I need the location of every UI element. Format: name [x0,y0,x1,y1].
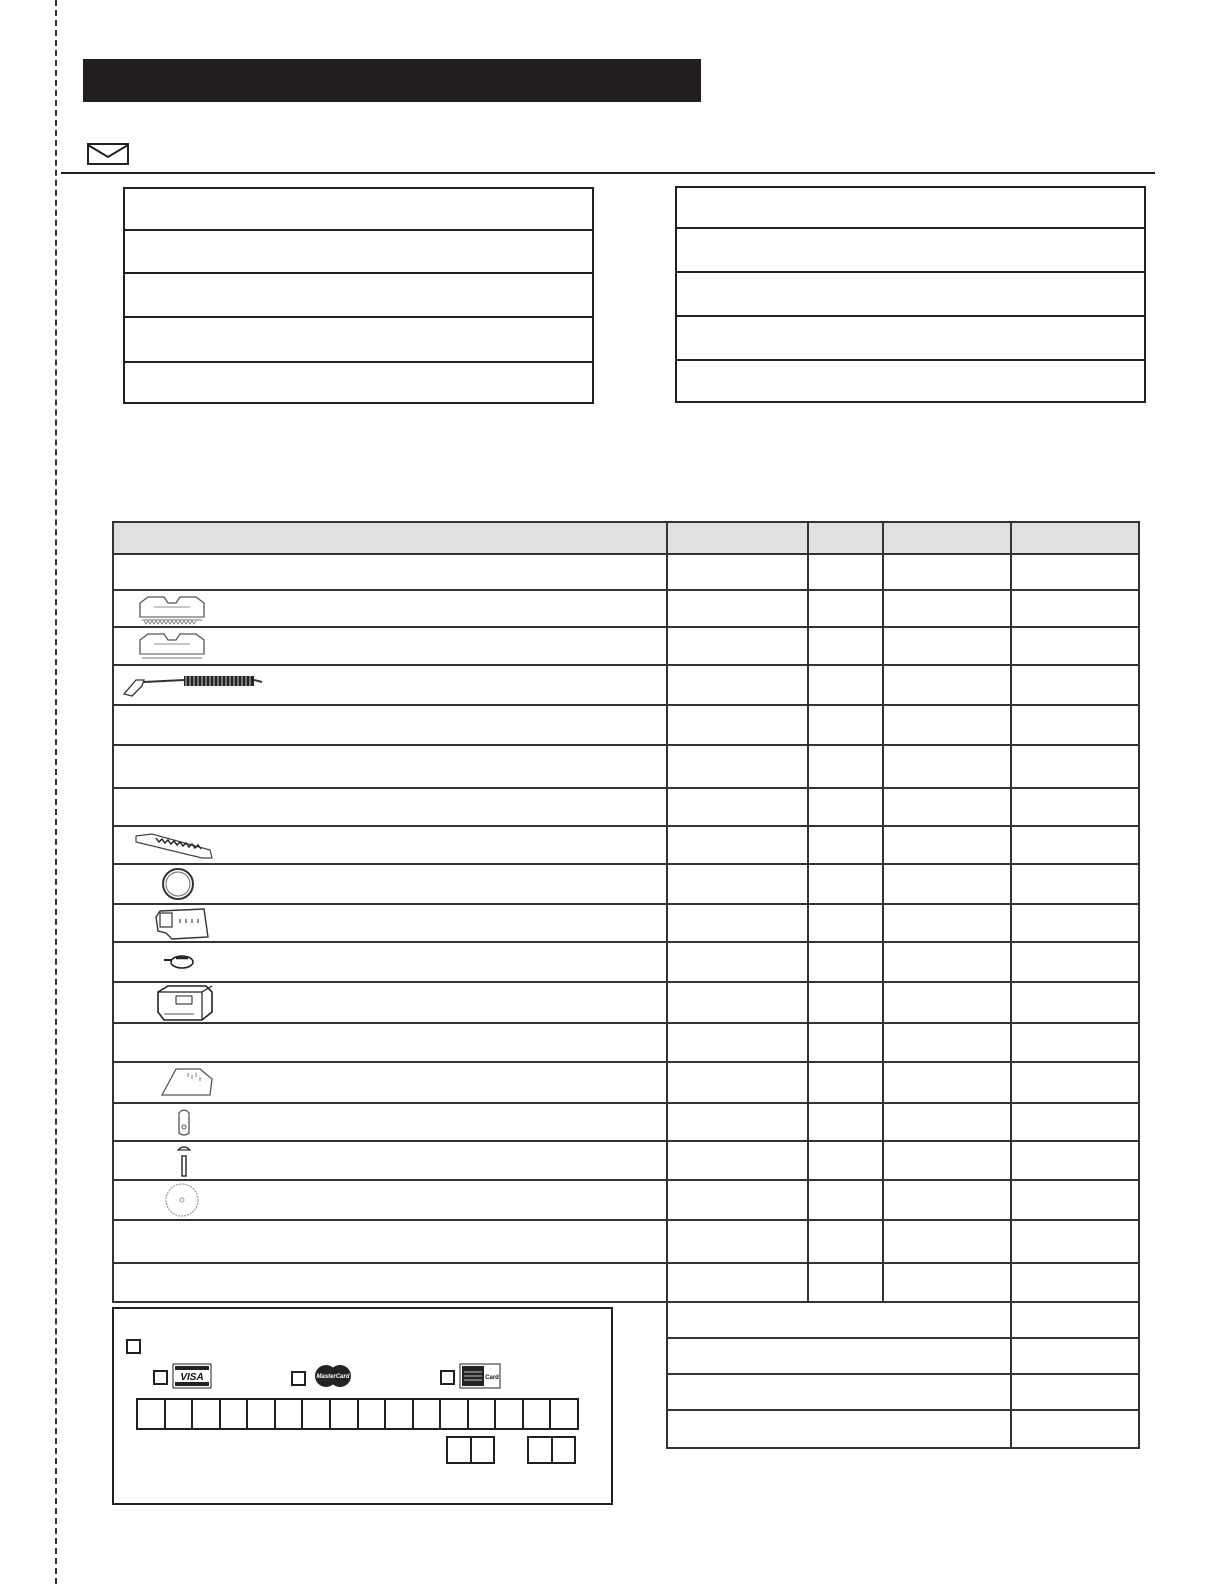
card-digit-cell[interactable] [441,1400,469,1428]
amex-checkbox[interactable] [440,1370,455,1385]
mastercard-checkbox[interactable] [291,1371,306,1386]
entry-cell[interactable] [883,665,1011,705]
form-line [125,361,592,363]
entry-cell[interactable] [808,627,883,665]
filter-icon [152,905,212,941]
form-line [677,271,1144,273]
cut-line [55,0,57,1584]
form-line [677,315,1144,317]
card-digit-cell[interactable] [193,1400,221,1428]
entry-cell[interactable] [883,705,1011,745]
header-cell-price [883,522,1011,554]
form-line [125,229,592,231]
nozzle-cover-icon [158,1065,216,1101]
table-row [113,705,1139,745]
visa-logo-icon [172,1363,212,1389]
description-cell [113,904,667,942]
description-cell [113,590,667,627]
entry-cell[interactable] [883,590,1011,627]
entry-cell[interactable] [1011,1180,1139,1220]
entry-cell[interactable] [667,1220,808,1263]
floor-nozzle-icon [134,630,210,662]
floor-nozzle-icon [134,593,210,625]
entry-cell[interactable] [1011,1103,1139,1141]
entry-cell[interactable] [883,1062,1011,1103]
description-cell [113,1220,667,1263]
entry-cell[interactable] [808,1141,883,1180]
header-cell-total [1011,522,1139,554]
table-row [113,627,1139,665]
tank-icon [154,984,216,1022]
expiry-month-field[interactable] [446,1436,495,1464]
table-row [113,1180,1139,1220]
entry-cell[interactable] [667,665,808,705]
entry-cell[interactable] [808,864,883,904]
entry-cell[interactable] [808,665,883,705]
entry-cell[interactable] [1011,1062,1139,1103]
entry-cell[interactable] [808,904,883,942]
card-digit-cell[interactable] [386,1400,414,1428]
totals-value-cell[interactable] [1011,1374,1139,1410]
entry-cell[interactable] [883,1220,1011,1263]
entry-cell[interactable] [1011,745,1139,788]
entry-cell[interactable] [667,705,808,745]
entry-cell[interactable] [1011,904,1139,942]
form-line [125,316,592,318]
table-row [113,864,1139,904]
section-divider [61,172,1155,174]
entry-cell[interactable] [883,864,1011,904]
entry-cell[interactable] [667,864,808,904]
entry-cell[interactable] [667,590,808,627]
entry-cell[interactable] [808,1263,883,1302]
table-row [113,788,1139,826]
entry-cell[interactable] [808,745,883,788]
entry-cell[interactable] [808,982,883,1023]
entry-cell[interactable] [883,904,1011,942]
svg-text:~: ~ [194,854,197,860]
entry-cell[interactable] [667,1180,808,1220]
totals-value-cell[interactable] [1011,1302,1139,1338]
entry-cell[interactable] [667,1263,808,1302]
totals-label-cell [667,1338,1011,1374]
description-cell [113,1103,667,1141]
entry-cell[interactable] [808,1062,883,1103]
totals-row [667,1302,1139,1338]
card-digit-cell[interactable] [221,1400,249,1428]
description-cell [113,1023,667,1062]
card-digit-cell[interactable] [276,1400,304,1428]
visa-checkbox[interactable] [153,1370,168,1385]
totals-label-cell [667,1374,1011,1410]
description-cell [113,665,667,705]
description-cell [113,982,667,1023]
card-digit-cell[interactable] [469,1400,497,1428]
entry-cell[interactable] [1011,665,1139,705]
table-row [113,1263,1139,1302]
entry-cell[interactable] [667,904,808,942]
entry-cell[interactable] [808,1023,883,1062]
entry-cell[interactable] [883,745,1011,788]
entry-cell[interactable] [667,982,808,1023]
belt-icon [160,867,196,901]
entry-cell[interactable] [808,1103,883,1141]
description-cell [113,1263,667,1302]
totals-label-cell [667,1410,1011,1448]
description-cell [113,826,667,864]
svg-text:MasterCard: MasterCard [316,1374,350,1380]
card-digit-cell[interactable] [496,1400,524,1428]
entry-cell[interactable] [1011,788,1139,826]
entry-cell[interactable] [667,1062,808,1103]
entry-cell[interactable] [1011,1220,1139,1263]
entry-cell[interactable] [667,1103,808,1141]
header-cell-qty [808,522,883,554]
mastercard-logo-icon [313,1364,353,1388]
title-bar [83,59,701,102]
entry-cell[interactable] [808,590,883,627]
table-row [113,1141,1139,1180]
description-cell [113,1141,667,1180]
entry-cell[interactable] [883,627,1011,665]
table-row [113,1023,1139,1062]
svg-text:VISA: VISA [180,1372,204,1383]
totals-table [666,1301,1140,1449]
entry-cell[interactable] [667,788,808,826]
entry-cell[interactable] [667,554,808,590]
description-cell [113,705,667,745]
wand-hose-icon [122,672,264,698]
entry-cell[interactable] [667,627,808,665]
card-digit-cell[interactable] [414,1400,442,1428]
form-line [677,359,1144,361]
entry-cell[interactable] [883,826,1011,864]
description-cell [113,627,667,665]
entry-cell[interactable] [883,1263,1011,1302]
card-digit-cell[interactable] [248,1400,276,1428]
description-cell [113,942,667,982]
totals-row [667,1410,1139,1448]
entry-cell[interactable] [667,826,808,864]
expiry-digit-cell[interactable] [529,1438,553,1462]
description-cell [113,1180,667,1220]
table-row [113,665,1139,705]
entry-cell[interactable] [1011,627,1139,665]
amex-logo-icon [459,1363,501,1389]
ship-to-form [123,187,594,404]
table-row [113,826,1139,864]
entry-cell[interactable] [808,1180,883,1220]
entry-cell[interactable] [808,788,883,826]
bill-to-form [675,186,1146,403]
entry-cell[interactable] [1011,1141,1139,1180]
entry-cell[interactable] [883,1180,1011,1220]
table-row [113,904,1139,942]
screw-icon [176,1144,192,1178]
card-digit-cell[interactable] [359,1400,387,1428]
entry-cell[interactable] [1011,1023,1139,1062]
entry-cell[interactable] [1011,942,1139,982]
cap-icon [162,950,196,974]
table-row [113,982,1139,1023]
entry-cell[interactable] [808,554,883,590]
expiry-digit-cell[interactable] [448,1438,472,1462]
totals-value-cell[interactable] [1011,1338,1139,1374]
entry-cell[interactable] [883,942,1011,982]
totals-row [667,1338,1139,1374]
entry-cell[interactable] [667,942,808,982]
order-table [112,521,1140,1303]
description-cell [113,1062,667,1103]
totals-label-cell [667,1302,1011,1338]
description-cell [113,788,667,826]
entry-cell[interactable] [808,1220,883,1263]
entry-cell[interactable] [808,826,883,864]
card-digit-cell[interactable] [138,1400,166,1428]
entry-cell[interactable] [1011,1263,1139,1302]
totals-value-cell[interactable] [1011,1410,1139,1448]
entry-cell[interactable] [1011,554,1139,590]
entry-cell[interactable] [883,1103,1011,1141]
entry-cell[interactable] [1011,982,1139,1023]
description-cell [113,745,667,788]
card-digit-cell[interactable] [551,1400,577,1428]
description-cell [113,864,667,904]
entry-cell[interactable] [667,1141,808,1180]
expiry-digit-cell[interactable] [472,1438,494,1462]
card-digit-cell[interactable] [524,1400,552,1428]
entry-cell[interactable] [1011,705,1139,745]
card-digit-cell[interactable] [331,1400,359,1428]
check-payment-checkbox[interactable] [126,1339,141,1354]
card-number-field[interactable] [136,1398,579,1430]
entry-cell[interactable] [883,788,1011,826]
entry-cell[interactable] [808,705,883,745]
disc-filter-icon [164,1182,200,1218]
header-cell-part-number [667,522,808,554]
totals-row [667,1374,1139,1410]
table-row [113,1103,1139,1141]
expiry-digit-cell[interactable] [553,1438,575,1462]
expiry-year-field[interactable] [527,1436,576,1464]
table-row [113,1220,1139,1263]
table-row [113,745,1139,788]
table-row [113,1062,1139,1103]
entry-cell[interactable] [883,1141,1011,1180]
svg-text:Card: Card [485,1375,499,1381]
description-cell [113,554,667,590]
entry-cell[interactable] [883,982,1011,1023]
entry-cell[interactable] [883,554,1011,590]
entry-cell[interactable] [667,1023,808,1062]
table-row [113,942,1139,982]
entry-cell[interactable] [1011,864,1139,904]
entry-cell[interactable] [808,942,883,982]
entry-cell[interactable] [667,745,808,788]
table-row [113,554,1139,590]
card-digit-cell[interactable] [303,1400,331,1428]
table-header-row [113,522,1139,554]
brush-roll-icon [132,830,218,860]
entry-cell[interactable] [883,1023,1011,1062]
card-digit-cell[interactable] [166,1400,194,1428]
knob-icon [176,1107,192,1137]
form-line [125,272,592,274]
header-cell-description [113,522,667,554]
entry-cell[interactable] [1011,826,1139,864]
form-line [677,227,1144,229]
table-row [113,590,1139,627]
entry-cell[interactable] [1011,590,1139,627]
envelope-icon [86,142,130,166]
